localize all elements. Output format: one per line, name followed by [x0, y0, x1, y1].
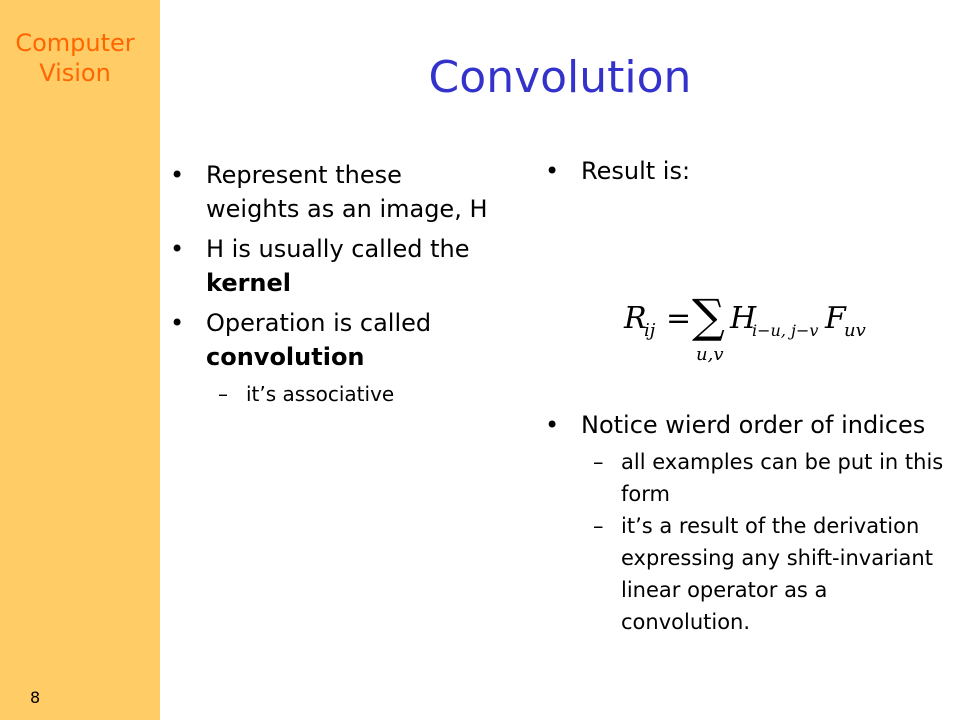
bullet-result [545, 154, 940, 188]
sub-bullet-text: it’s a result of the derivation expressing any shift-invariant linear operator as a convolution. [621, 514, 933, 634]
page-number: 8 [30, 688, 41, 707]
bullet-text: Represent these weights as an image, H [206, 161, 488, 223]
sub-bullet-dash: – [593, 450, 604, 474]
sub-bullet-associative [170, 378, 490, 410]
bullet-dot: • [170, 235, 185, 263]
sidebar [0, 0, 160, 720]
formula-h: H [730, 301, 757, 336]
bullet-convolution [170, 306, 490, 374]
course-title [0, 28, 150, 88]
bullet-dot: • [170, 161, 185, 189]
bullet-kernel [170, 232, 490, 300]
bullet-dot: • [170, 309, 185, 337]
left-column [170, 158, 490, 412]
convolution-formula [620, 288, 880, 368]
bullet-text: H is usually called the [206, 235, 470, 263]
formula-svg [620, 288, 880, 368]
sub-bullet-derivation [545, 510, 945, 638]
sub-bullet-text: it’s associative [246, 382, 395, 406]
course-title-line2: Vision [39, 59, 111, 87]
sub-bullet-dash: – [593, 514, 604, 538]
bullet-dot: • [545, 157, 560, 185]
notice-block [545, 408, 945, 640]
formula-h-sub: i−u, j−v [752, 321, 819, 340]
bullet-dot: • [545, 411, 560, 439]
sub-bullet-examples [545, 446, 945, 510]
sub-bullet-dash: – [218, 382, 228, 406]
formula-lhs: R [624, 301, 647, 336]
slide-title: Convolution [428, 52, 692, 103]
bullet-text: Notice wierd order of indices [581, 411, 926, 439]
formula-equals: = [666, 301, 692, 336]
course-title-line1: Computer [15, 29, 135, 57]
formula-sum-sub: u,v [696, 344, 724, 365]
formula-f-sub: uv [844, 320, 866, 341]
formula-sum-symbol: ∑ [692, 289, 725, 343]
bullet-notice [545, 408, 945, 442]
bullet-bold-text: convolution [206, 343, 365, 371]
bullet-text: Result is: [581, 157, 691, 185]
formula-lhs-sub: ij [644, 320, 656, 341]
formula-f: F [825, 301, 846, 336]
bullet-represent-weights [170, 158, 490, 226]
right-column [545, 154, 940, 194]
bullet-bold-text: kernel [206, 269, 292, 297]
bullet-text: Operation is called [206, 309, 432, 337]
sub-bullet-text: all examples can be put in this form [621, 450, 944, 506]
